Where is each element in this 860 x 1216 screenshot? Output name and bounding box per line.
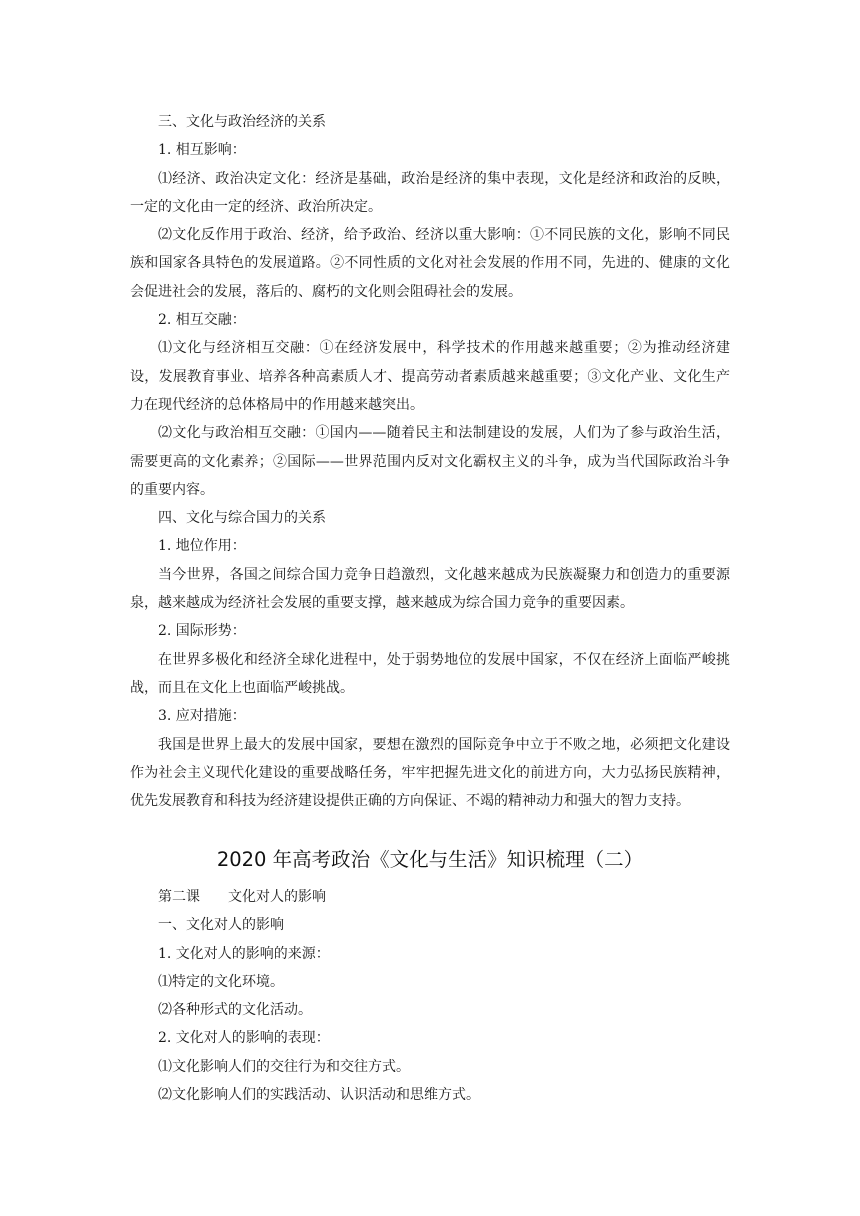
- upper-section: [130, 108, 730, 815]
- lesson-line: [130, 883, 730, 911]
- section-heading: 三、文化与政治经济的关系: [158, 114, 326, 130]
- subheading: 1. 文化对人的影响的来源：: [158, 945, 330, 962]
- subheading: 3. 应对措施：: [158, 708, 246, 725]
- paragraph: 当今世界，各国之间综合国力竞争日趋激烈，文化越来越成为民族凝聚力和创造力的重要源泉，越来越成为经济社会发展的重要支撑，越来越成为综合国力竞争的重要因素。: [130, 566, 730, 612]
- paragraph: ⑴经济、政治决定文化：经济是基础，政治是经济的集中表现，文化是经济和政治的反映，一定的文化由一定的经济、政治所决定。: [130, 170, 730, 215]
- subheading: 1. 相互影响：: [158, 142, 246, 159]
- lower-section: [130, 883, 730, 1109]
- section-heading: 四、文化与综合国力的关系: [158, 510, 326, 527]
- subheading: 2. 相互交融：: [158, 312, 246, 329]
- list-item: ⑴文化影响人们的交往行为和交往方式。: [158, 1058, 410, 1075]
- list-item: ⑴特定的文化环境。: [158, 973, 284, 990]
- paragraph: ⑴文化与经济相互交融：①在经济发展中，科学技术的作用越来越重要；②为推动经济建设，发展教育事业、培养各种高素质人才、提高劳动者素质越来越重要；③文化产业、文化生产力在现代经济的总体格局中的作用越来越突出。: [130, 340, 730, 413]
- lesson-number: 第二课: [158, 889, 200, 905]
- list-item: ⑵各种形式的文化活动。: [158, 1002, 312, 1019]
- paragraph: 我国是世界上最大的发展中国家，要想在激烈的国际竞争中立于不败之地，必须把文化建设作为社会主义现代化建设的重要战略任务，牢牢把握先进文化的前进方向，大力弘扬民族精神，优先发展教育和科技为经济建设提供正确的方向保证、不竭的精神动力和强大的智力支持。: [130, 736, 730, 810]
- paragraph: 在世界多极化和经济全球化进程中，处于弱势地位的发展中国家，不仅在经济上面临严峻挑战，而且在文化上也面临严峻挑战。: [130, 651, 730, 696]
- section-heading: 一、文化对人的影响: [158, 917, 284, 934]
- lesson-title: 文化对人的影响: [228, 889, 326, 905]
- document-title: 2020 年高考政治《文化与生活》知识梳理（二）: [216, 848, 644, 871]
- subheading: 1. 地位作用：: [158, 538, 246, 555]
- subheading: 2. 国际形势：: [158, 623, 246, 640]
- subheading: 2. 文化对人的影响的表现：: [158, 1030, 330, 1047]
- paragraph: ⑵文化与政治相互交融：①国内——随着民主和法制建设的发展，人们为了参与政治生活，需要更高的文化素养；②国际——世界范围内反对文化霸权主义的斗争，成为当代国际政治斗争的重要内容。: [130, 425, 730, 498]
- paragraph: ⑵文化反作用于政治、经济，给予政治、经济以重大影响：①不同民族的文化，影响不同民族和国家各具特色的发展道路。②不同性质的文化对社会发展的作用不同，先进的、健康的文化会促进社会的发展，落后的、腐朽的文化则会阻碍社会的发展。: [130, 227, 730, 300]
- list-item: ⑵文化影响人们的实践活动、认识活动和思维方式。: [158, 1087, 480, 1104]
